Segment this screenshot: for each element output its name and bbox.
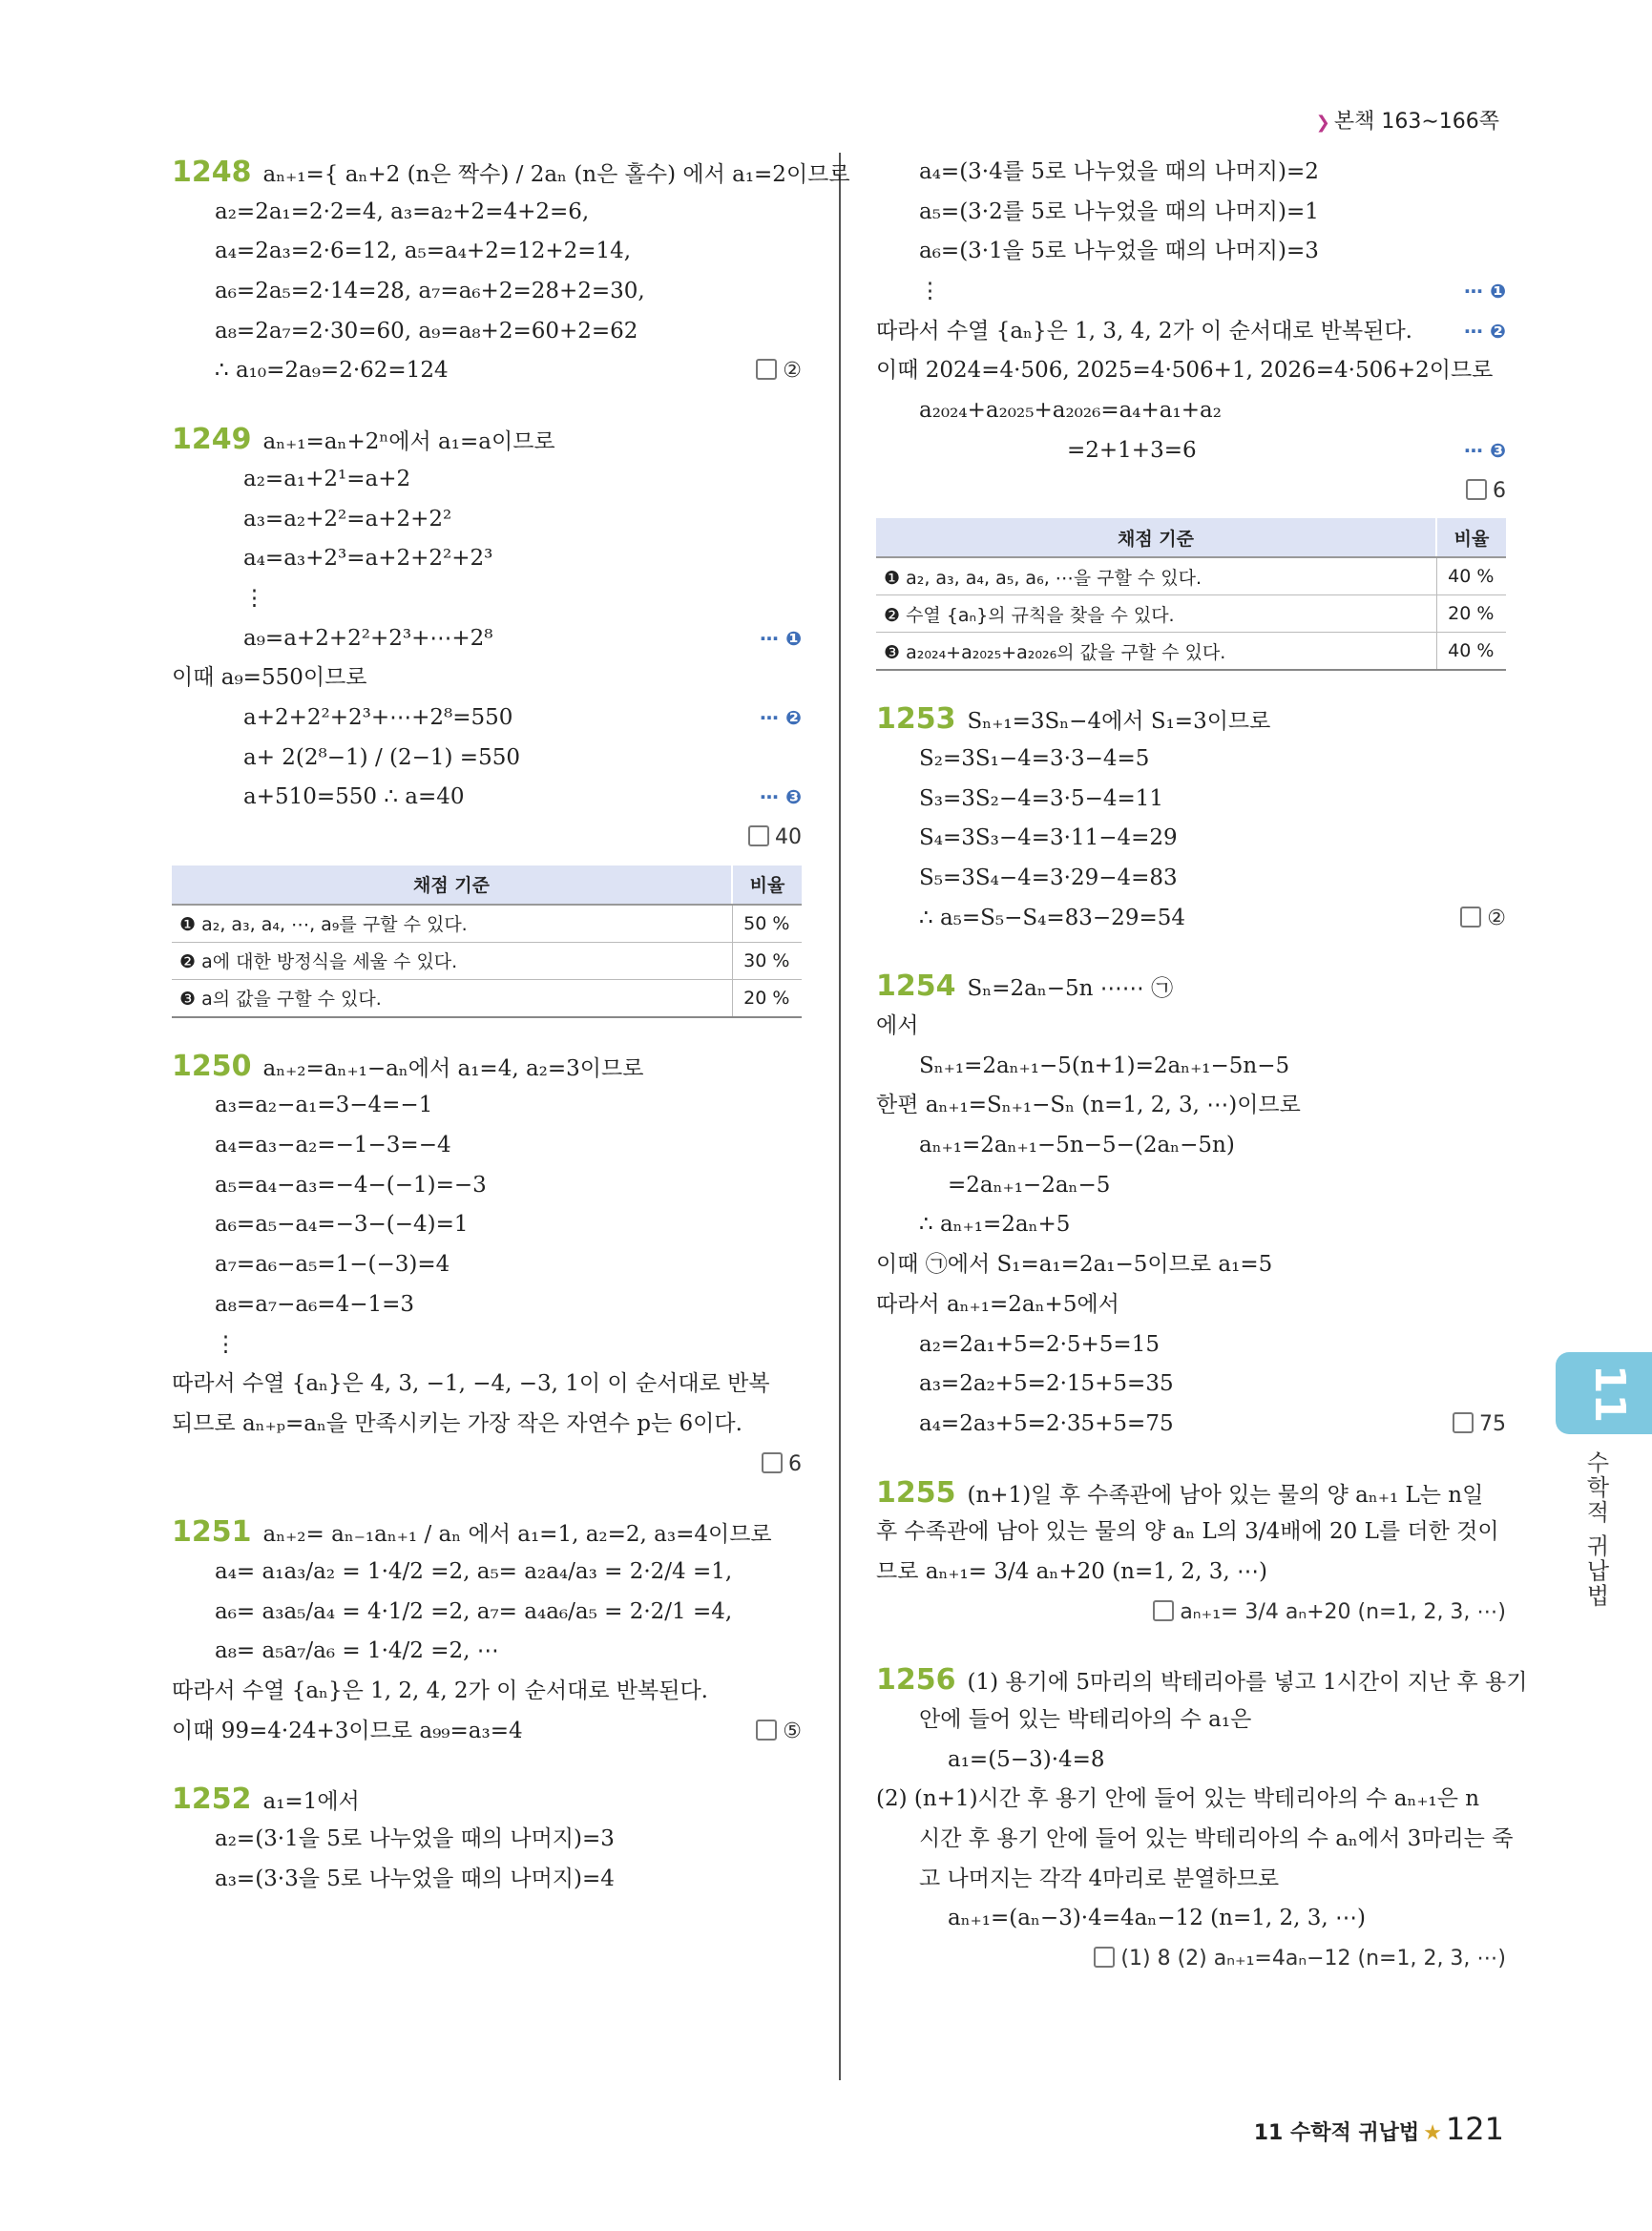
reference-pages: ❯ 본책 163∼166쪽 bbox=[1315, 110, 1499, 134]
solution-line bbox=[876, 1593, 1506, 1633]
answer-value: 6 bbox=[1493, 478, 1506, 503]
solution-text: Sₙ=2aₙ−5n ⋯⋯ ㉠ bbox=[967, 976, 1174, 1002]
solution-line bbox=[172, 193, 802, 233]
solution-text: a₆= a₃a₅/a₄ = 4·1/2 =2, a₇= a₄a₆/a₅ = 2·2/1 =4, bbox=[215, 1598, 733, 1624]
solution-line bbox=[876, 967, 1506, 1007]
chapter-tab[interactable]: 11 bbox=[1556, 1352, 1652, 1434]
solution-line bbox=[876, 1939, 1506, 1979]
step-marker: ⋯ ❷ bbox=[1464, 319, 1506, 343]
solution-text: a+510=550 ∴ a=40 bbox=[243, 784, 465, 810]
scoring-header-cell: 채점 기준 bbox=[172, 865, 732, 905]
solution-text: a₉=a+2+2²+2³+⋯+2⁸ bbox=[243, 625, 493, 651]
solution-line bbox=[876, 153, 1506, 193]
scoring-row bbox=[876, 595, 1506, 633]
answer-value: ② bbox=[783, 359, 802, 384]
problem-number: 1249 bbox=[172, 423, 252, 457]
solution-line bbox=[876, 351, 1506, 391]
solution-text: a₃=(3·3을 5로 나누었을 때의 나머지)=4 bbox=[215, 1866, 615, 1891]
solution-line bbox=[876, 1512, 1506, 1553]
scoring-header-cell: 비율 bbox=[732, 865, 802, 905]
solution-line bbox=[876, 272, 1506, 312]
solution-text: a₂=2a₁+5=2·5+5=15 bbox=[919, 1331, 1160, 1357]
scoring-header bbox=[172, 865, 802, 905]
problem-block bbox=[876, 153, 1506, 671]
solution-line bbox=[172, 1365, 802, 1405]
solution-text: (n+1)일 후 수족관에 남아 있는 물의 양 aₙ₊₁ L는 n일 bbox=[967, 1482, 1484, 1508]
problem-number: 1255 bbox=[876, 1475, 956, 1510]
solution-line bbox=[172, 1593, 802, 1633]
answer-label bbox=[748, 818, 802, 858]
step-marker: ⋯ ❸ bbox=[760, 785, 802, 809]
solution-text: a₂=2a₁=2·2=4, a₃=a₂+2=4+2=6, bbox=[215, 198, 590, 224]
solution-line bbox=[876, 1245, 1506, 1285]
solution-text: =2aₙ₊₁−2aₙ−5 bbox=[948, 1172, 1111, 1198]
scoring-row bbox=[876, 633, 1506, 671]
solution-line bbox=[876, 780, 1506, 820]
solution-line bbox=[172, 1712, 802, 1752]
solution-text: S₅=3S₄−4=3·29−4=83 bbox=[919, 865, 1178, 890]
answer-value: aₙ₊₁= 3/4 aₙ+20 (n=1, 2, 3, ⋯) bbox=[1180, 1599, 1506, 1624]
step-marker: ⋯ ❶ bbox=[1464, 280, 1506, 303]
solution-line bbox=[172, 658, 802, 698]
problem-block bbox=[172, 153, 850, 391]
scoring-cell: ❷ a에 대한 방정식을 세울 수 있다. bbox=[172, 942, 732, 979]
solution-text: (2) (n+1)시간 후 용기 안에 들어 있는 박테리아의 수 aₙ₊₁은 n bbox=[876, 1786, 1480, 1812]
answer-value: (1) 8 (2) aₙ₊₁=4aₙ−12 (n=1, 2, 3, ⋯) bbox=[1120, 1947, 1506, 1971]
solution-text: 되므로 aₙ₊ₚ=aₙ을 만족시키는 가장 작은 자연수 p는 6이다. bbox=[172, 1410, 742, 1436]
scoring-header bbox=[876, 518, 1506, 557]
solution-line bbox=[876, 1007, 1506, 1047]
answer-label bbox=[1453, 1405, 1506, 1445]
solution-text: 한편 aₙ₊₁=Sₙ₊₁−Sₙ (n=1, 2, 3, ⋯)이므로 bbox=[876, 1093, 1301, 1118]
solution-text: 안에 들어 있는 박테리아의 수 a₁은 bbox=[919, 1707, 1252, 1732]
solution-line bbox=[876, 699, 1506, 740]
scoring-cell: 20 % bbox=[1436, 595, 1506, 633]
solution-text: a₈=a₇−a₆=4−1=3 bbox=[215, 1291, 415, 1317]
solution-line bbox=[172, 460, 802, 500]
answer-icon bbox=[762, 1452, 783, 1473]
answer-label bbox=[756, 1712, 802, 1752]
answer-label bbox=[1466, 471, 1506, 511]
scoring-header-cell: 채점 기준 bbox=[876, 518, 1436, 557]
solution-text: a₇=a₆−a₅=1−(−3)=4 bbox=[215, 1252, 450, 1278]
answer-value: ⑤ bbox=[783, 1719, 802, 1743]
solution-text: 이때 a₉=550이므로 bbox=[172, 665, 367, 691]
scoring-row bbox=[172, 979, 802, 1017]
solution-line bbox=[876, 1126, 1506, 1166]
solution-line bbox=[172, 539, 802, 579]
solution-text: ⋮ bbox=[215, 1331, 237, 1357]
solution-line bbox=[172, 232, 802, 272]
solution-text: a₃=a₂+2²=a+2+2² bbox=[243, 506, 452, 532]
answer-icon bbox=[1153, 1600, 1174, 1621]
answer-icon bbox=[1466, 479, 1487, 500]
solution-text: 에서 bbox=[876, 1013, 919, 1038]
solution-line bbox=[876, 740, 1506, 780]
problem-block bbox=[172, 1047, 802, 1485]
scoring-table bbox=[172, 865, 802, 1018]
problem-number: 1254 bbox=[876, 970, 956, 1004]
page-number: 121 bbox=[1445, 2111, 1504, 2147]
solution-line bbox=[876, 819, 1506, 859]
problem-block bbox=[876, 967, 1506, 1444]
solution-line bbox=[172, 579, 802, 619]
problem-block bbox=[876, 1660, 1528, 1979]
solution-line bbox=[876, 1660, 1528, 1700]
solution-text: 시간 후 용기 안에 들어 있는 박테리아의 수 aₙ에서 3마리는 죽 bbox=[919, 1826, 1514, 1852]
solution-line bbox=[172, 619, 802, 659]
solution-text: a+2+2²+2³+⋯+2⁸=550 bbox=[243, 704, 513, 730]
solution-line bbox=[172, 1672, 802, 1712]
solution-text: ∴ a₅=S₅−S₄=83−29=54 bbox=[919, 905, 1185, 930]
solution-text: (1) 용기에 5마리의 박테리아를 넣고 1시간이 지난 후 용기 bbox=[967, 1670, 1528, 1696]
solution-text: 이때 2024=4·506, 2025=4·506+1, 2026=4·506+2이므로 bbox=[876, 358, 1494, 384]
solution-text: a₄=2a₃+5=2·35+5=75 bbox=[919, 1410, 1174, 1436]
scoring-table bbox=[876, 518, 1506, 671]
solution-line bbox=[172, 1553, 802, 1593]
solution-text: 따라서 수열 {aₙ}은 4, 3, −1, −4, −3, 1이 이 순서대로 반복 bbox=[172, 1371, 770, 1397]
solution-text: a₅=a₄−a₃=−4−(−1)=−3 bbox=[215, 1172, 487, 1198]
problem-block bbox=[172, 1780, 802, 1899]
solution-line bbox=[876, 1820, 1514, 1860]
solution-text: a₁=(5−3)·4=8 bbox=[948, 1746, 1105, 1772]
solution-line bbox=[876, 312, 1506, 352]
problem-block bbox=[876, 699, 1506, 938]
solution-line bbox=[172, 1245, 802, 1285]
solution-line bbox=[876, 1780, 1506, 1820]
answer-icon bbox=[1453, 1412, 1474, 1433]
problem-number: 1252 bbox=[172, 1783, 252, 1817]
solution-text: 이때 99=4·24+3이므로 a₉₉=a₃=4 bbox=[172, 1718, 523, 1743]
right-column bbox=[876, 153, 1528, 2008]
solution-text: a₈=2a₇=2·30=60, a₉=a₈+2=60+2=62 bbox=[215, 318, 638, 344]
solution-text: a₆=a₅−a₄=−3−(−4)=1 bbox=[215, 1212, 469, 1238]
solution-text: Sₙ₊₁=2aₙ₊₁−5(n+1)=2aₙ₊₁−5n−5 bbox=[919, 1053, 1290, 1078]
solution-line bbox=[876, 232, 1506, 272]
solution-line bbox=[876, 193, 1506, 233]
answer-icon bbox=[1094, 1947, 1115, 1968]
solution-text: ⋮ bbox=[919, 279, 941, 304]
scoring-cell: ❶ a₂, a₃, a₄, ⋯, a₉를 구할 수 있다. bbox=[172, 905, 732, 943]
problem-number: 1248 bbox=[172, 156, 252, 189]
scoring-cell: 50 % bbox=[732, 905, 802, 943]
solution-text: 후 수족관에 남아 있는 물의 양 aₙ L의 3/4배에 20 L를 더한 것이 bbox=[876, 1519, 1499, 1545]
answer-label bbox=[1460, 899, 1506, 939]
scoring-cell: ❷ 수열 {aₙ}의 규칙을 찾을 수 있다. bbox=[876, 595, 1436, 633]
solution-line bbox=[876, 1473, 1506, 1513]
solution-line bbox=[876, 1700, 1506, 1741]
solution-line bbox=[172, 1860, 802, 1900]
step-marker: ⋯ ❶ bbox=[760, 626, 802, 650]
scoring-cell: ❸ a의 값을 구할 수 있다. bbox=[172, 979, 732, 1017]
solution-line bbox=[172, 351, 802, 391]
solution-text: =2+1+3=6 bbox=[1067, 437, 1197, 463]
solution-text: 따라서 aₙ₊₁=2aₙ+5에서 bbox=[876, 1291, 1119, 1317]
answer-value: 75 bbox=[1479, 1411, 1506, 1436]
solution-text: a₃=2a₂+5=2·15+5=35 bbox=[919, 1371, 1174, 1397]
solution-line bbox=[876, 1860, 1506, 1900]
solution-line bbox=[876, 899, 1506, 939]
solution-text: a₂=a₁+2¹=a+2 bbox=[243, 466, 411, 491]
solution-line bbox=[172, 778, 802, 818]
solution-text: S₃=3S₂−4=3·5−4=11 bbox=[919, 785, 1164, 811]
solution-text: a₆=2a₅=2·14=28, a₇=a₆+2=28+2=30, bbox=[215, 279, 645, 304]
solution-text: ∴ aₙ₊₁=2aₙ+5 bbox=[919, 1212, 1071, 1238]
footer-chapter: 11 수학적 귀납법 bbox=[1253, 2121, 1420, 2145]
solution-text: 이때 ㉠에서 S₁=a₁=2a₁−5이므로 a₁=5 bbox=[876, 1252, 1273, 1278]
solution-line bbox=[172, 1512, 802, 1553]
scoring-row bbox=[876, 557, 1506, 595]
solution-line bbox=[172, 1285, 802, 1325]
solution-line bbox=[172, 1780, 802, 1820]
solution-line bbox=[876, 1741, 1506, 1781]
solution-text: aₙ₊₂=aₙ₊₁−aₙ에서 a₁=4, a₂=3이므로 bbox=[262, 1055, 644, 1081]
solution-text: aₙ₊₁=aₙ+2ⁿ에서 a₁=a이므로 bbox=[262, 429, 555, 455]
solution-line bbox=[172, 1820, 802, 1860]
solution-line bbox=[876, 1405, 1506, 1445]
solution-text: 고 나머지는 각각 4마리로 분열하므로 bbox=[919, 1866, 1280, 1891]
page-footer bbox=[1254, 2111, 1504, 2147]
left-column bbox=[172, 153, 850, 1928]
answer-label bbox=[756, 351, 802, 391]
solution-text: a₄=a₃−a₂=−1−3=−4 bbox=[215, 1133, 451, 1158]
solution-text: aₙ₊₁=2aₙ₊₁−5n−5−(2aₙ−5n) bbox=[919, 1133, 1235, 1158]
solution-line bbox=[876, 1285, 1506, 1325]
answer-label bbox=[762, 1445, 802, 1485]
scoring-cell: ❸ a₂₀₂₄+a₂₀₂₅+a₂₀₂₆의 값을 구할 수 있다. bbox=[876, 633, 1436, 671]
problem-number: 1253 bbox=[876, 702, 956, 737]
solution-text: a₄=a₃+2³=a+2+2²+2³ bbox=[243, 546, 493, 572]
solution-text: a+ 2(2⁸−1) / (2−1) =550 bbox=[243, 744, 520, 770]
solution-line bbox=[172, 1166, 802, 1206]
solution-line bbox=[876, 1047, 1506, 1087]
problem-block bbox=[172, 1512, 802, 1751]
solution-text: S₄=3S₃−4=3·11−4=29 bbox=[919, 825, 1178, 851]
solution-line bbox=[172, 153, 850, 193]
solution-line bbox=[876, 1166, 1506, 1206]
solution-line bbox=[172, 698, 802, 739]
problem-block bbox=[172, 420, 802, 1018]
solution-line bbox=[172, 1445, 802, 1485]
scoring-cell: 20 % bbox=[732, 979, 802, 1017]
solution-text: a₄=(3·4를 5로 나누었을 때의 나머지)=2 bbox=[919, 159, 1319, 184]
solution-line bbox=[172, 1405, 802, 1445]
solution-text: ⋮ bbox=[243, 585, 265, 611]
answer-icon bbox=[1460, 907, 1481, 928]
scoring-header-cell: 비율 bbox=[1436, 518, 1506, 557]
solution-text: S₂=3S₁−4=3·3−4=5 bbox=[919, 745, 1150, 771]
column-divider bbox=[839, 153, 841, 2080]
solution-line bbox=[876, 859, 1506, 899]
solution-text: a₆=(3·1을 5로 나누었을 때의 나머지)=3 bbox=[919, 239, 1319, 264]
problem-number: 1251 bbox=[172, 1515, 252, 1550]
solution-line bbox=[172, 818, 802, 858]
solution-line bbox=[876, 1553, 1506, 1593]
solution-text: aₙ₊₁={ aₙ+2 (n은 짝수) / 2aₙ (n은 홀수) 에서 a₁=2이므로 bbox=[262, 162, 850, 187]
solution-line bbox=[876, 431, 1506, 471]
solution-text: 따라서 수열 {aₙ}은 1, 3, 4, 2가 이 순서대로 반복된다. bbox=[876, 318, 1412, 344]
answer-value: 6 bbox=[788, 1451, 802, 1476]
step-marker: ⋯ ❸ bbox=[1464, 438, 1506, 462]
scoring-cell: ❶ a₂, a₃, a₄, a₅, a₆, ⋯을 구할 수 있다. bbox=[876, 557, 1436, 595]
solution-line bbox=[172, 312, 802, 352]
solution-line bbox=[172, 1632, 802, 1672]
step-marker: ⋯ ❷ bbox=[760, 705, 802, 729]
solution-line bbox=[172, 739, 802, 779]
answer-label bbox=[1094, 1939, 1506, 1979]
solution-text: a₈= a₅a₇/a₆ = 1·4/2 =2, ⋯ bbox=[215, 1638, 499, 1664]
solution-line bbox=[172, 1325, 802, 1366]
solution-text: Sₙ₊₁=3Sₙ−4에서 S₁=3이므로 bbox=[967, 709, 1271, 735]
solution-line bbox=[876, 391, 1506, 431]
chapter-tab-label: 수학적 귀납법 bbox=[1582, 1450, 1609, 1609]
answer-value: 40 bbox=[775, 825, 802, 849]
solution-line bbox=[172, 1205, 802, 1245]
answer-label bbox=[1153, 1593, 1506, 1633]
scoring-cell: 40 % bbox=[1436, 557, 1506, 595]
answer-icon bbox=[748, 825, 769, 846]
solution-line bbox=[172, 1047, 802, 1087]
solution-text: 므로 aₙ₊₁= 3/4 aₙ+20 (n=1, 2, 3, ⋯) bbox=[876, 1558, 1267, 1584]
scoring-cell: 30 % bbox=[732, 942, 802, 979]
solution-line bbox=[172, 272, 802, 312]
solution-line bbox=[876, 1365, 1506, 1405]
solution-line bbox=[876, 1205, 1506, 1245]
solution-text: aₙ₊₁=(aₙ−3)·4=4aₙ−12 (n=1, 2, 3, ⋯) bbox=[948, 1906, 1366, 1931]
solution-text: a₃=a₂−a₁=3−4=−1 bbox=[215, 1093, 433, 1118]
solution-text: a₄=2a₃=2·6=12, a₅=a₄+2=12+2=14, bbox=[215, 239, 632, 264]
solution-line bbox=[876, 1086, 1506, 1126]
problem-block bbox=[876, 1473, 1506, 1633]
answer-icon bbox=[756, 1720, 777, 1741]
problem-number: 1256 bbox=[876, 1663, 956, 1698]
solution-text: 따라서 수열 {aₙ}은 1, 2, 4, 2가 이 순서대로 반복된다. bbox=[172, 1678, 708, 1703]
problem-number: 1250 bbox=[172, 1049, 252, 1083]
solution-text: a₂=(3·1을 5로 나누었을 때의 나머지)=3 bbox=[215, 1826, 615, 1852]
solution-text: ∴ a₁₀=2a₉=2·62=124 bbox=[215, 358, 449, 384]
solution-line bbox=[172, 1126, 802, 1166]
solution-text: a₂₀₂₄+a₂₀₂₅+a₂₀₂₆=a₄+a₁+a₂ bbox=[919, 398, 1222, 424]
answer-icon bbox=[756, 359, 777, 380]
star-icon: ★ bbox=[1423, 2121, 1442, 2145]
solution-line bbox=[876, 1899, 1506, 1939]
solution-text: a₅=(3·2를 5로 나누었을 때의 나머지)=1 bbox=[919, 198, 1319, 224]
solution-line bbox=[876, 1325, 1506, 1366]
solution-line bbox=[172, 1086, 802, 1126]
solution-text: aₙ₊₂= aₙ₋₁aₙ₊₁ / aₙ 에서 a₁=1, a₂=2, a₃=4이므로 bbox=[262, 1522, 772, 1548]
solution-text: a₄= a₁a₃/a₂ = 1·4/2 =2, a₅= a₂a₄/a₃ = 2·2/4 =1, bbox=[215, 1558, 733, 1584]
arrow-icon: ❯ bbox=[1315, 113, 1330, 133]
solution-text: a₁=1에서 bbox=[262, 1789, 360, 1815]
scoring-row bbox=[172, 905, 802, 943]
scoring-cell: 40 % bbox=[1436, 633, 1506, 671]
solution-line bbox=[172, 420, 802, 460]
scoring-row bbox=[172, 942, 802, 979]
solution-line bbox=[876, 471, 1506, 511]
answer-value: ② bbox=[1487, 906, 1506, 930]
solution-line bbox=[172, 500, 802, 540]
